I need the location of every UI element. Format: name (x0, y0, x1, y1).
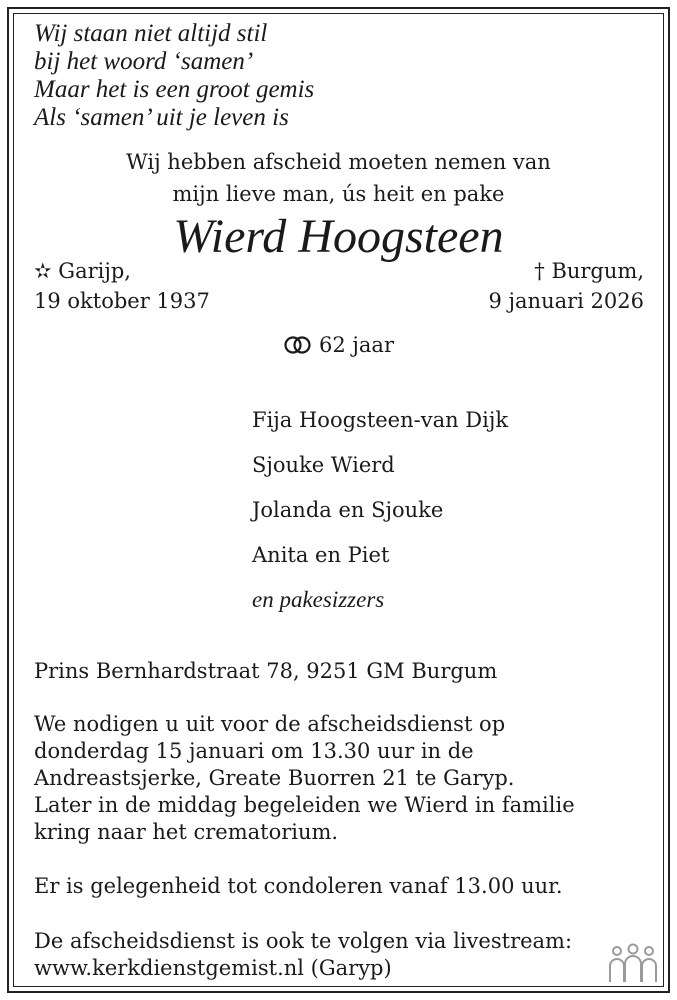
address: Prins Bernhardstraat 78, 9251 GM Burgum (34, 659, 498, 683)
intro-line: mijn lieve man, ús heit en pake (172, 182, 505, 206)
birth-place: Garijp, (58, 259, 131, 283)
wedding-rings-icon (283, 335, 313, 355)
announcement-intro (0, 146, 677, 210)
marriage-duration: 62 jaar (319, 333, 394, 357)
poem-line: Maar het is een groot gemis (34, 76, 315, 103)
service-line: donderdag 15 januari om 13.30 uur in de (34, 739, 474, 763)
service-line: Later in de middag begeleiden we Wierd in familie (34, 793, 575, 817)
service-line: kring naar het crematorium. (34, 820, 339, 844)
poem-line: Wij staan niet altijd stil (34, 20, 268, 47)
poem (34, 20, 314, 132)
poem-line: Als ‘samen’ uit je leven is (34, 104, 289, 131)
family-closing: en pakesizzers (252, 587, 385, 612)
birth-date: 19 oktober 1937 (34, 289, 210, 313)
condolence-info: Er is gelegenheid tot condoleren vanaf 13.00 uur. (34, 874, 563, 898)
family-member: Fija Hoogsteen-van Dijk (252, 408, 509, 432)
service-line: Andreastsjerke, Greate Buorren 21 te Garyp. (34, 766, 515, 790)
death-place: Burgum, (551, 259, 644, 283)
family-member: Jolanda en Sjouke (252, 498, 444, 522)
family-list (252, 405, 508, 630)
intro-line: Wij hebben afscheid moeten nemen van (126, 150, 551, 174)
livestream-url: www.kerkdienstgemist.nl (Garyp) (34, 956, 392, 980)
people-group-icon (607, 942, 659, 984)
livestream-line: De afscheidsdienst is ook te volgen via livestream: (34, 929, 573, 953)
cross-icon: † (534, 259, 545, 283)
service-line: We nodigen u uit voor de afscheidsdienst op (34, 712, 506, 736)
livestream-info (34, 928, 572, 982)
family-member: Sjouke Wierd (252, 453, 395, 477)
birth-info (34, 256, 210, 316)
star-icon: ✫ (34, 259, 52, 283)
service-info (34, 711, 575, 846)
death-info (488, 256, 644, 316)
death-date: 9 januari 2026 (488, 289, 644, 313)
poem-line: bij het woord ‘samen’ (34, 48, 254, 75)
marriage-info (0, 330, 677, 360)
deceased-name: Wierd Hoogsteen (173, 210, 504, 263)
family-member: Anita en Piet (252, 543, 390, 567)
